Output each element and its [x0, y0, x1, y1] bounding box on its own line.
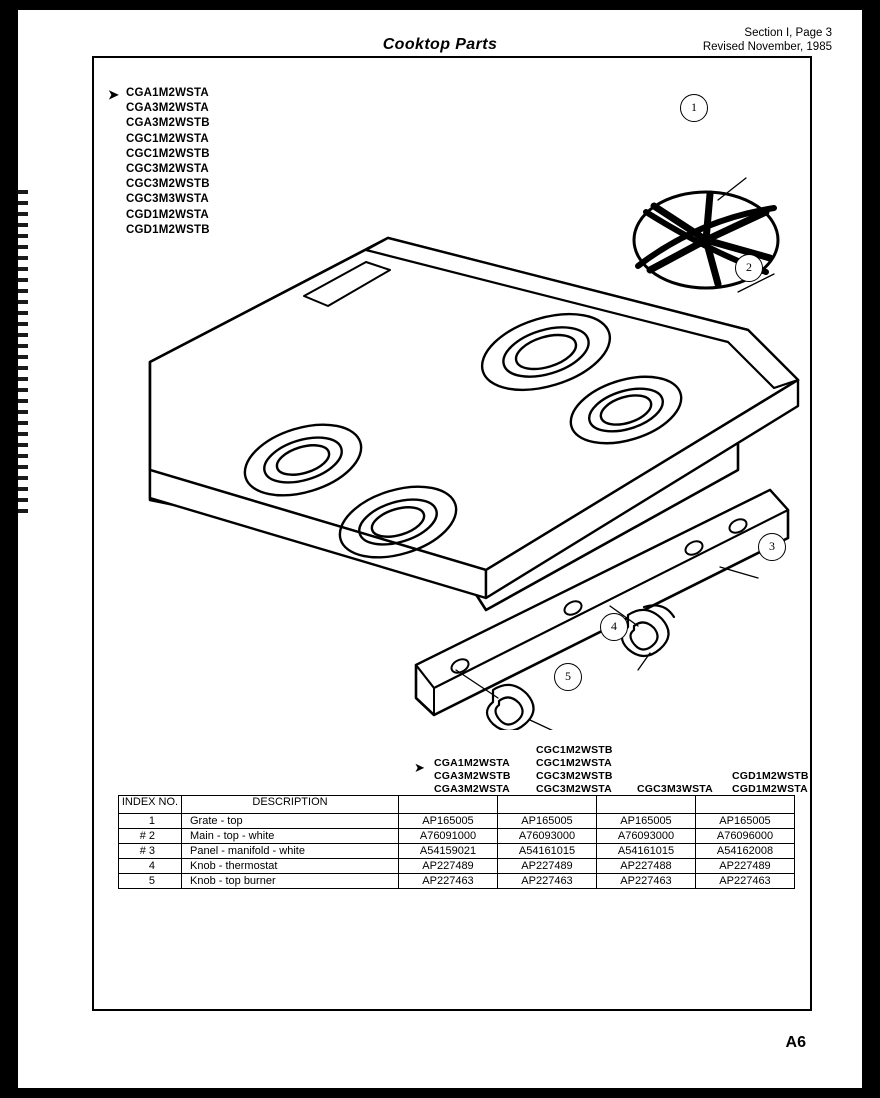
- group-pointer-arrow-icon: ➤: [414, 760, 425, 775]
- row-part-4: AP227489: [696, 859, 795, 874]
- model-item: CGC1M2WSTA: [126, 132, 209, 145]
- page-number: A6: [785, 1034, 806, 1051]
- row-description: Panel - manifold - white: [182, 844, 399, 859]
- row-part-3: AP165005: [597, 814, 696, 829]
- row-part-3: A54161015: [597, 844, 696, 859]
- header-description: DESCRIPTION: [182, 796, 399, 814]
- group-2-line-3: CGC3M2WSTB: [536, 770, 613, 782]
- group-1-line-3: CGA3M2WSTA: [434, 783, 510, 795]
- row-index: # 2: [119, 829, 182, 844]
- model-item: CGA1M2WSTA: [126, 87, 209, 99]
- callout-4: 4: [600, 613, 628, 641]
- row-index: 5: [119, 874, 182, 889]
- table-row: [119, 814, 795, 829]
- row-part-1: AP227463: [399, 874, 498, 889]
- row-part-4: A54162008: [696, 844, 795, 859]
- header-part-col-4: [696, 796, 795, 814]
- model-item: CGA3M2WSTB: [126, 117, 210, 130]
- column-group-headers: [118, 743, 809, 795]
- model-item: CGC1M2WSTB: [126, 147, 210, 160]
- group-2-line-4: CGC3M2WSTA: [536, 783, 612, 795]
- scan-edge-marks: [18, 190, 32, 750]
- cooktop-diagram-svg: [98, 70, 808, 730]
- table-row: [119, 859, 795, 874]
- cooktop-exploded-diagram: [98, 70, 808, 730]
- model-pointer-arrow-icon: ➤: [108, 87, 120, 102]
- callout-3: 3: [758, 533, 786, 561]
- group-3-line-1: CGC3M3WSTA: [637, 783, 713, 795]
- table-row: [119, 874, 795, 889]
- model-item: CGC3M3WSTA: [126, 193, 209, 206]
- row-part-2: A54161015: [498, 844, 597, 859]
- page-title: Cooktop Parts: [382, 36, 498, 53]
- row-part-1: A54159021: [399, 844, 498, 859]
- callout-2: 2: [735, 254, 763, 282]
- row-part-3: AP227488: [597, 859, 696, 874]
- row-part-2: AP165005: [498, 814, 597, 829]
- row-part-1: AP227489: [399, 859, 498, 874]
- header-index-no: INDEX NO.: [119, 796, 182, 814]
- row-description: Grate - top: [182, 814, 399, 829]
- row-part-2: AP227489: [498, 859, 597, 874]
- model-item: CGC3M2WSTA: [126, 163, 209, 176]
- row-description: Knob - top burner: [182, 874, 399, 889]
- table-row: [119, 844, 795, 859]
- section-line-2: Revised November, 1985: [702, 41, 832, 53]
- row-part-4: AP227463: [696, 874, 795, 889]
- document-page: [18, 10, 862, 1088]
- section-info: [703, 26, 832, 54]
- header-part-col-3: [597, 796, 696, 814]
- model-item: CGC3M2WSTB: [126, 178, 210, 191]
- header-part-col-2: [498, 796, 597, 814]
- group-4-line-1: CGD1M2WSTB: [732, 770, 809, 782]
- row-part-3: A76093000: [597, 829, 696, 844]
- parts-table: [118, 795, 795, 889]
- model-item: CGA3M2WSTA: [126, 102, 209, 115]
- row-index: 4: [119, 859, 182, 874]
- callout-1: 1: [680, 94, 708, 122]
- row-index: # 3: [119, 844, 182, 859]
- group-4-line-2: CGD1M2WSTA: [732, 783, 808, 795]
- table-header-row: [119, 796, 795, 814]
- group-1-line-1: CGA1M2WSTA: [434, 757, 510, 769]
- model-item: CGD1M2WSTB: [126, 223, 210, 236]
- row-part-3: AP227463: [597, 874, 696, 889]
- group-2-line-2: CGC1M2WSTA: [536, 757, 612, 769]
- row-part-4: AP165005: [696, 814, 795, 829]
- row-part-4: A76096000: [696, 829, 795, 844]
- table-row: [119, 829, 795, 844]
- callout-5: 5: [554, 663, 582, 691]
- section-line-1: Section I, Page 3: [744, 27, 832, 39]
- row-part-1: AP165005: [399, 814, 498, 829]
- group-2-line-1: CGC1M2WSTB: [536, 744, 613, 756]
- row-description: Knob - thermostat: [182, 859, 399, 874]
- row-part-2: A76093000: [498, 829, 597, 844]
- model-item: CGD1M2WSTA: [126, 208, 209, 221]
- row-index: 1: [119, 814, 182, 829]
- parts-table-section: [118, 743, 809, 889]
- group-1-line-2: CGA3M2WSTB: [434, 770, 511, 782]
- row-part-1: A76091000: [399, 829, 498, 844]
- header-part-col-1: [399, 796, 498, 814]
- row-description: Main - top - white: [182, 829, 399, 844]
- row-part-2: AP227463: [498, 874, 597, 889]
